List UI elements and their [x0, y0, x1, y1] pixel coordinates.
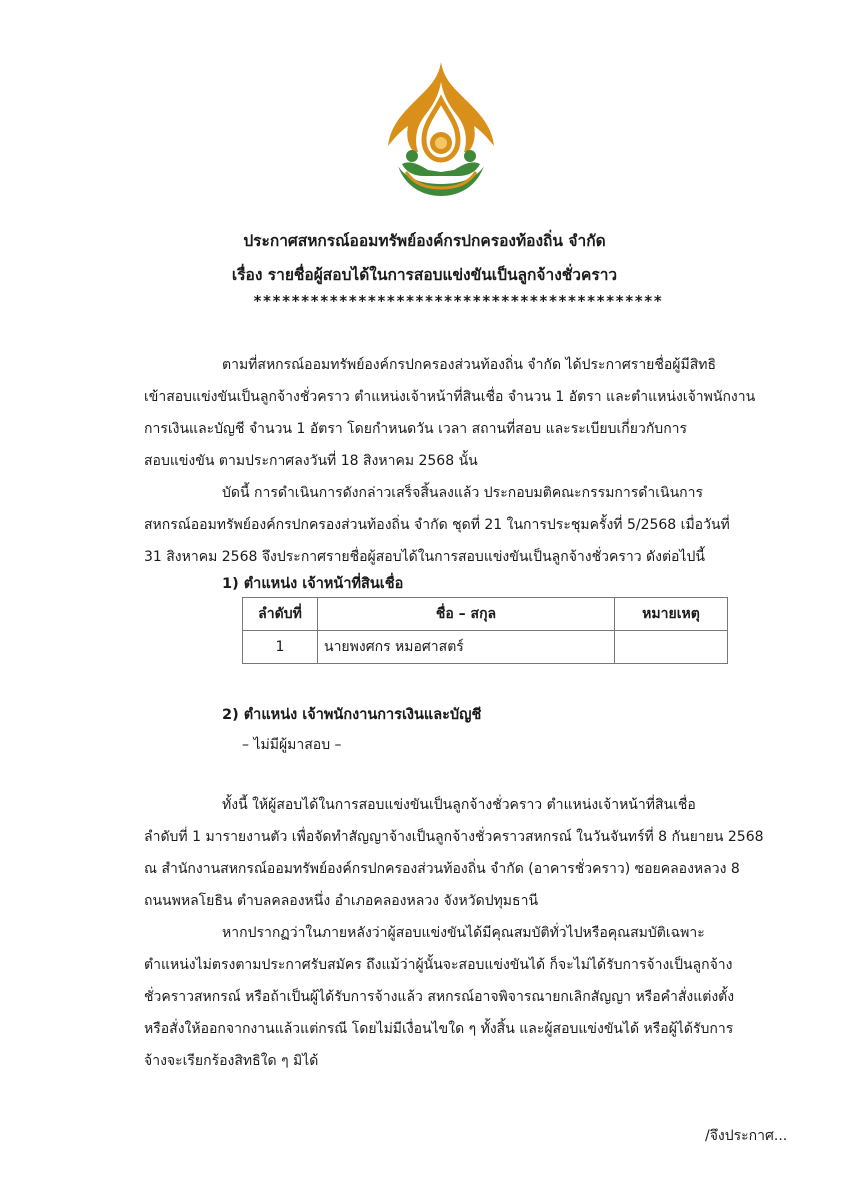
paragraph-line: เข้าสอบแข่งขันเป็นลูกจ้างชั่วคราว ตำแหน่งเจ้าหน้าที่สินเชื่อ จำนวน 1 อัตรา และตำแหน่งเจ้าพนักงาน	[144, 389, 756, 405]
results-table	[242, 597, 728, 664]
column-header-order: ลำดับที่	[243, 598, 318, 631]
page-continuation-note: /จึงประกาศ...	[705, 1128, 788, 1144]
paragraph-line: ทั้งนี้ ให้ผู้สอบได้ในการสอบแข่งขันเป็นลูกจ้างชั่วคราว ตำแหน่งเจ้าหน้าที่สินเชื่อ	[222, 797, 696, 813]
document-title: ประกาศสหกรณ์ออมทรัพย์องค์กรปกครองท้องถิ่น จำกัด	[243, 232, 606, 250]
cell-remark	[615, 631, 728, 664]
paragraph-line: ถนนพหลโยธิน ตำบลคลองหนึ่ง อำเภอคลองหลวง จังหวัดปทุมธานี	[144, 893, 539, 909]
cell-order: 1	[243, 631, 318, 664]
paragraph-line: หรือสั่งให้ออกจากงานแล้วแต่กรณี โดยไม่มีเงื่อนไขใด ๆ ทั้งสิ้น และผู้สอบแข่งขันได้ หรือผู้ได้รับการ	[144, 1021, 734, 1037]
paragraph-line: จ้างจะเรียกร้องสิทธิใด ๆ มิได้	[144, 1053, 319, 1069]
paragraph-reporting-instructions	[144, 789, 784, 917]
paragraph-line: สอบแข่งขัน ตามประกาศลงวันที่ 18 สิงหาคม 2568 นั้น	[144, 453, 478, 469]
cell-name: นายพงศกร หมอศาสตร์	[318, 631, 615, 664]
paragraph-line: 31 สิงหาคม 2568 จึงประกาศรายชื่อผู้สอบได้ในการสอบแข่งขันเป็นลูกจ้างชั่วคราว ดังต่อไปนี้	[144, 549, 705, 565]
column-header-remark: หมายเหตุ	[615, 598, 728, 631]
organization-logo	[384, 60, 498, 198]
paragraph-line: ลำดับที่ 1 มารายงานตัว เพื่อจัดทำสัญญาจ้างเป็นลูกจ้างชั่วคราวสหกรณ์ ในวันจันทร์ที่ 8 กันยายน 2568	[144, 829, 764, 845]
section-heading-credit-officer: 1) ตำแหน่ง เจ้าหน้าที่สินเชื่อ	[222, 576, 404, 592]
paragraph-line: ตามที่สหกรณ์ออมทรัพย์องค์กรปกครองส่วนท้องถิ่น จำกัด ได้ประกาศรายชื่อผู้มีสิทธิ	[222, 357, 717, 373]
column-header-name: ชื่อ – สกุล	[318, 598, 615, 631]
paragraph-announcement-reference	[144, 349, 784, 477]
table-row	[243, 631, 728, 664]
section-heading-finance-officer: 2) ตำแหน่ง เจ้าพนักงานการเงินและบัญชี	[222, 707, 482, 723]
document-subject: เรื่อง รายชื่อผู้สอบได้ในการสอบแข่งขันเป็นลูกจ้างชั่วคราว	[231, 266, 618, 284]
paragraph-disqualification-terms	[144, 917, 784, 1077]
paragraph-line: การเงินและบัญชี จำนวน 1 อัตรา โดยกำหนดวัน เวลา สถานที่สอบ และระเบียบเกี่ยวกับการ	[144, 421, 688, 437]
paragraph-committee-resolution	[144, 477, 784, 573]
paragraph-line: ชั่วคราวสหกรณ์ หรือถ้าเป็นผู้ได้รับการจ้างแล้ว สหกรณ์อาจพิจารณายกเลิกสัญญา หรือคำสั่งแต่งตั้ง	[144, 989, 735, 1005]
table-header-row	[243, 598, 728, 631]
paragraph-line: ณ สำนักงานสหกรณ์ออมทรัพย์องค์กรปกครองส่วนท้องถิ่น จำกัด (อาคารชั่วคราว) ซอยคลองหลวง 8	[144, 861, 740, 877]
paragraph-line: หากปรากฏว่าในภายหลังว่าผู้สอบแข่งขันได้มีคุณสมบัติทั่วไปหรือคุณสมบัติเฉพาะ	[222, 925, 705, 941]
paragraph-line: บัดนี้ การดำเนินการดังกล่าวเสร็จสิ้นลงแล้ว ประกอบมติคณะกรรมการดำเนินการ	[222, 485, 704, 501]
separator-line: *******************************************	[253, 292, 663, 310]
paragraph-line: สหกรณ์ออมทรัพย์องค์กรปกครองส่วนท้องถิ่น จำกัด ชุดที่ 21 ในการประชุมครั้งที่ 5/2568 เมื่อวันที่	[144, 517, 730, 533]
no-candidates-note: – ไม่มีผู้มาสอบ –	[242, 737, 342, 753]
paragraph-line: ตำแหน่งไม่ตรงตามประกาศรับสมัคร ถึงแม้ว่าผู้นั้นจะสอบแข่งขันได้ ก็จะไม่ได้รับการจ้างเป็นลูกจ้าง	[144, 957, 733, 973]
